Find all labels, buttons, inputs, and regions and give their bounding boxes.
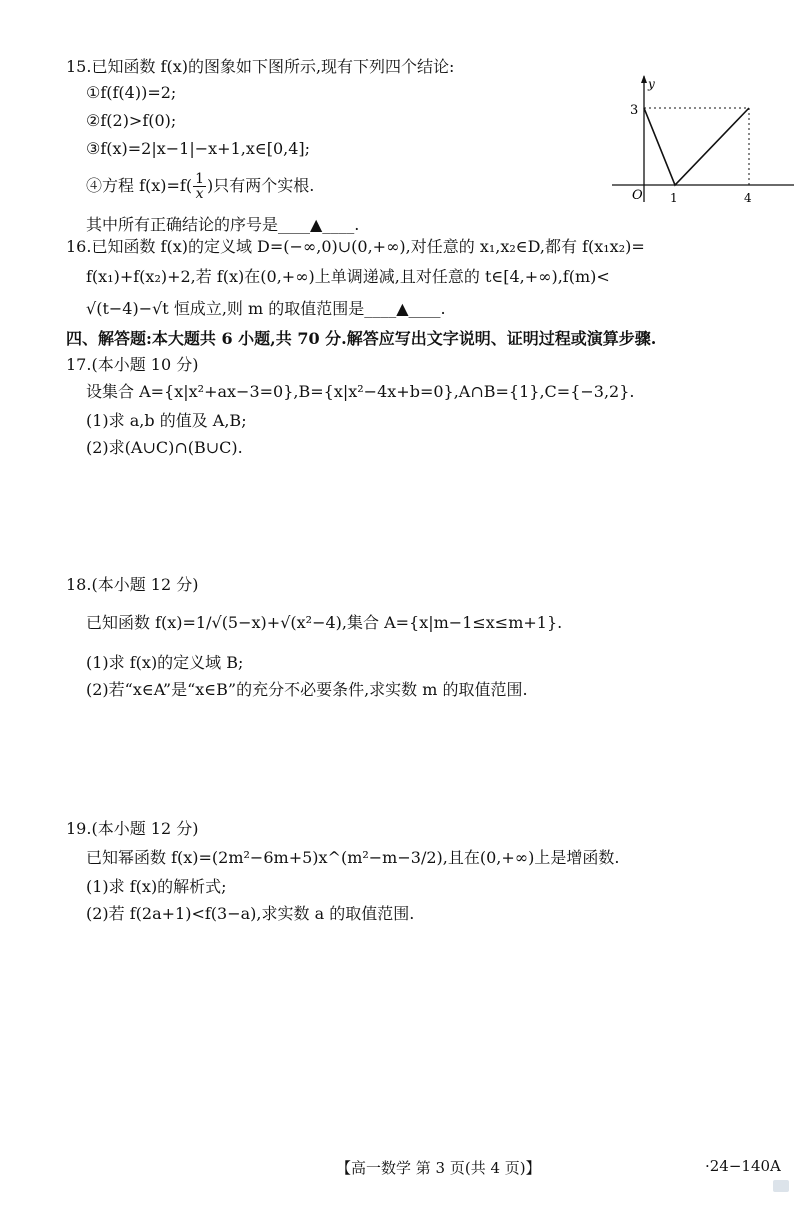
q16-line-3: √(t−4)−√t 恒成立,则 m 的取值范围是____▲____. — [86, 299, 446, 318]
y-tick-3: 3 — [630, 103, 639, 118]
q19-line-1: 已知幂函数 f(x)=(2m²−6m+5)x^(m²−m−3/2),且在(0,+∞)上是增函数. — [86, 848, 620, 867]
x-tick-1: 1 — [670, 191, 678, 205]
q18-head: 18.(本小题 12 分) — [66, 575, 199, 594]
q19-part-2: (2)若 f(2a+1)<f(3−a),求实数 a 的取值范围. — [86, 904, 415, 923]
q15-c4-num: 1 — [195, 171, 205, 187]
q15-c4-den: x — [195, 186, 204, 202]
q16-line-2: f(x₁)+f(x₂)+2,若 f(x)在(0,+∞)上单调递减,且对任意的 t∈[4,+∞),f(m)< — [86, 267, 610, 286]
function-curve — [644, 108, 749, 185]
q18-line-1: 已知函数 f(x)=1/√(5−x)+√(x²−4),集合 A={x|m−1≤x≤m+1}. — [86, 613, 563, 632]
q19-head: 19.(本小题 12 分) — [66, 819, 199, 838]
q16-line-1: 16.已知函数 f(x)的定义域 D=(−∞,0)∪(0,+∞),对任意的 x₁,x₂∈D,都有 f(x₁x₂)= — [66, 237, 645, 256]
q17-head: 17.(本小题 10 分) — [66, 355, 199, 374]
q15-conclusion-4 — [86, 172, 314, 201]
q19-part-1: (1)求 f(x)的解析式; — [86, 877, 227, 896]
q17-line-1: 设集合 A={x|x²+ax−3=0},B={x|x²−4x+b=0},A∩B={1},C={−3,2}. — [86, 382, 635, 401]
y-axis-arrow-icon — [641, 75, 647, 83]
q15-answer-line: 其中所有正确结论的序号是____▲____. — [86, 215, 360, 234]
q15-function-graph — [612, 74, 794, 212]
section-4-heading: 四、解答题:本大题共 6 小题,共 70 分.解答应写出文字说明、证明过程或演算步骤. — [66, 329, 657, 348]
q15-conclusion-3: ③f(x)=2|x−1|−x+1,x∈[0,4]; — [86, 139, 311, 158]
corner-watermark-icon — [773, 1180, 789, 1192]
q15-c4-pre: ④方程 f(x)=f( — [86, 176, 193, 195]
origin-label: O — [632, 188, 643, 203]
y-axis-label: y — [648, 77, 655, 91]
q18-part-2: (2)若“x∈A”是“x∈B”的充分不必要条件,求实数 m 的取值范围. — [86, 680, 528, 699]
q15-stem: 15.已知函数 f(x)的图象如下图所示,现有下列四个结论: — [66, 57, 455, 76]
q17-part-1: (1)求 a,b 的值及 A,B; — [86, 411, 247, 430]
page-footer-info: 【高一数学 第 3 页(共 4 页)】 — [336, 1159, 541, 1177]
q17-part-2: (2)求(A∪C)∩(B∪C). — [86, 438, 243, 457]
q15-c4-post: )只有两个实根. — [207, 176, 315, 195]
x-tick-4: 4 — [744, 191, 752, 205]
q15-conclusion-1: ①f(f(4))=2; — [86, 83, 177, 102]
q15-conclusion-2: ②f(2)>f(0); — [86, 111, 177, 130]
q15-c4-fraction — [193, 172, 206, 201]
q18-part-1: (1)求 f(x)的定义域 B; — [86, 653, 244, 672]
exam-code: ·24−140A — [705, 1157, 781, 1175]
